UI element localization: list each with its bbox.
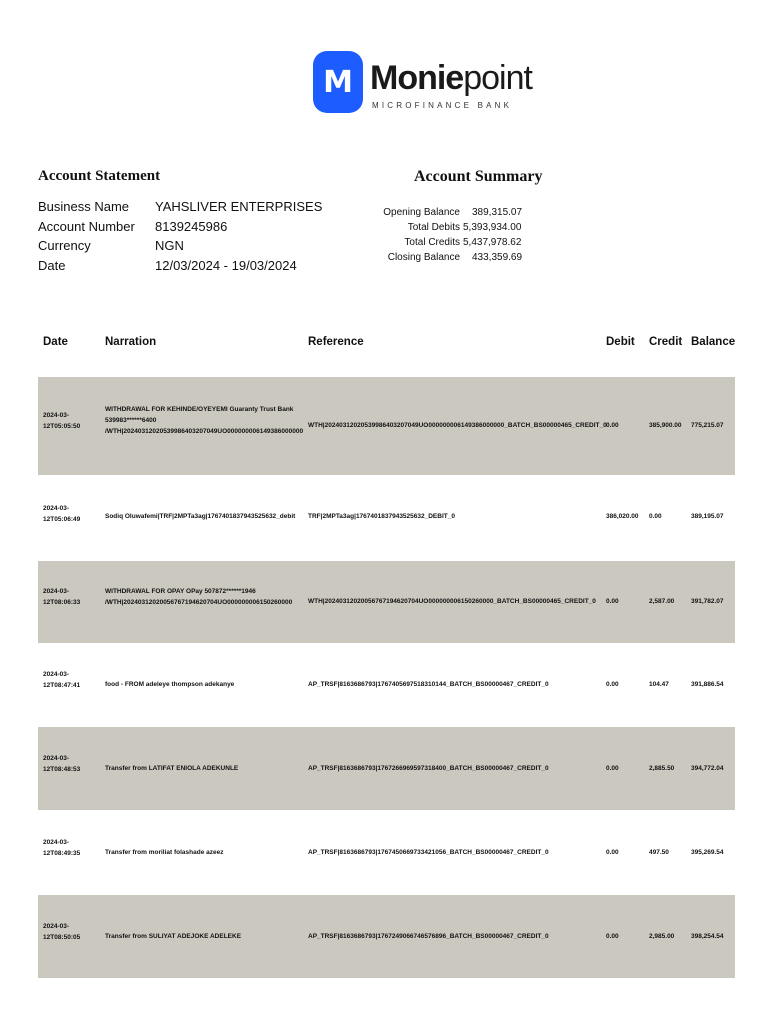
logo-mark-icon: M (313, 51, 363, 113)
row-narration: Transfer from SULIYAT ADEJOKE ADELEKE (105, 933, 242, 940)
table-row (38, 811, 735, 894)
row-credit: 497.50 (649, 849, 669, 856)
table-row (38, 377, 735, 475)
closing-balance-value: 433,359.69 (472, 252, 523, 263)
row-date: 2024-03-12T08:49:35 (43, 839, 81, 857)
row-narration: Transfer from LATIFAT ENIOLA ADEKUNLE (105, 765, 239, 772)
closing-balance-label: Closing Balance (387, 252, 460, 263)
table-row (38, 727, 735, 810)
col-header-debit: Debit (606, 336, 635, 348)
account-summary-title: Account Summary (414, 168, 543, 185)
row-reference: WTH|20240312020056767194620704UO000000006150260000_BATCH_BS00000465_CREDIT_0 (308, 598, 596, 605)
row-balance: 775,215.07 (691, 422, 724, 429)
table-row (38, 561, 735, 643)
row-narration: Sodiq Oluwafemi|TRF|2MPTa3ag|1767401837943525632_debit (105, 513, 296, 520)
business-name-label: Business Name (38, 199, 130, 214)
currency-label: Currency (38, 238, 91, 253)
row-credit: 0.00 (649, 513, 662, 520)
row-debit: 0.00 (606, 849, 619, 856)
col-header-reference: Reference (308, 336, 364, 348)
account-number-label: Account Number (38, 219, 135, 234)
col-header-narration: Narration (105, 336, 157, 348)
row-balance: 395,269.54 (691, 849, 724, 856)
account-statement-title: Account Statement (38, 168, 161, 184)
table-row (38, 895, 735, 978)
row-debit: 0.00 (606, 765, 619, 772)
row-credit: 2,587.00 (649, 598, 675, 605)
brand-name-bold: Monie (370, 59, 464, 97)
row-narration: food - FROM adeleye thompson adekanye (105, 681, 235, 688)
date-range-label: Date (38, 258, 66, 273)
brand-subtitle: MICROFINANCE BANK (372, 101, 513, 110)
row-debit: 386,020.00 (606, 513, 639, 520)
row-narration: WITHDRAWAL FOR KEHINDE/OYEYEMI Guaranty Trust Bank 539983******6400 /WTH|20240312020539986403207049UO000000006149386000000 (105, 406, 304, 435)
brand-name-regular: point (463, 59, 532, 97)
table-row (38, 476, 735, 560)
col-header-credit: Credit (649, 336, 683, 348)
row-debit: 0.00 (606, 933, 619, 940)
row-reference: AP_TRSF|8163686793|1767249066746576896_BATCH_BS00000467_CREDIT_0 (308, 933, 549, 940)
row-credit: 104.47 (649, 681, 669, 688)
account-number-value: 8139245986 (155, 219, 228, 234)
row-narration: Transfer from moriliat folashade azeez (105, 849, 224, 856)
row-date: 2024-03-12T08:47:41 (43, 671, 81, 689)
total-debits-value: 5,393,934.00 (463, 222, 522, 233)
row-credit: 2,885.50 (649, 765, 675, 772)
row-debit: 0.00 (606, 681, 619, 688)
row-debit: 0.00 (606, 422, 619, 429)
col-header-date: Date (43, 336, 68, 348)
brand-name (370, 59, 532, 98)
row-debit: 0.00 (606, 598, 619, 605)
row-balance: 391,886.54 (691, 681, 724, 688)
row-date: 2024-03-12T05:06:49 (43, 505, 81, 523)
total-credits-value: 5,437,978.62 (463, 237, 522, 248)
row-reference: TRF|2MPTa3ag|1767401837943525632_DEBIT_0 (308, 513, 455, 520)
row-balance: 391,782.07 (691, 598, 724, 605)
row-credit: 385,900.00 (649, 422, 682, 429)
row-date: 2024-03-12T05:05:50 (43, 412, 81, 430)
date-range-value: 12/03/2024 - 19/03/2024 (155, 258, 297, 273)
business-name-value: YAHSLIVER ENTERPRISES (155, 199, 323, 214)
row-date: 2024-03-12T08:06:33 (43, 588, 81, 606)
row-reference: AP_TRSF|8163686793|1767405697518310144_BATCH_BS00000467_CREDIT_0 (308, 681, 549, 688)
opening-balance-label: Opening Balance (383, 207, 460, 218)
row-credit: 2,985.00 (649, 933, 675, 940)
table-row (38, 644, 735, 726)
row-date: 2024-03-12T08:48:53 (43, 755, 81, 773)
opening-balance-value: 389,315.07 (472, 207, 523, 218)
row-balance: 398,254.54 (691, 933, 724, 940)
row-reference: WTH|20240312020539986403207049UO000000006149386000000_BATCH_BS00000465_CREDIT_0 (308, 422, 607, 429)
total-credits-label: Total Credits (404, 237, 460, 248)
total-debits-label: Total Debits (407, 222, 460, 233)
col-header-balance: Balance (691, 336, 736, 348)
currency-value: NGN (155, 238, 184, 253)
row-reference: AP_TRSF|8163686793|1767450669733421056_BATCH_BS00000467_CREDIT_0 (308, 849, 549, 856)
row-narration: WITHDRAWAL FOR OPAY OPay 507872******1946 /WTH|20240312020056767194620704UO000000006150260000 (105, 588, 293, 606)
row-balance: 394,772.04 (691, 765, 724, 772)
row-reference: AP_TRSF|8163686793|1767266969597318400_BATCH_BS00000467_CREDIT_0 (308, 765, 549, 772)
row-date: 2024-03-12T08:50:05 (43, 923, 81, 941)
row-balance: 389,195.07 (691, 513, 724, 520)
